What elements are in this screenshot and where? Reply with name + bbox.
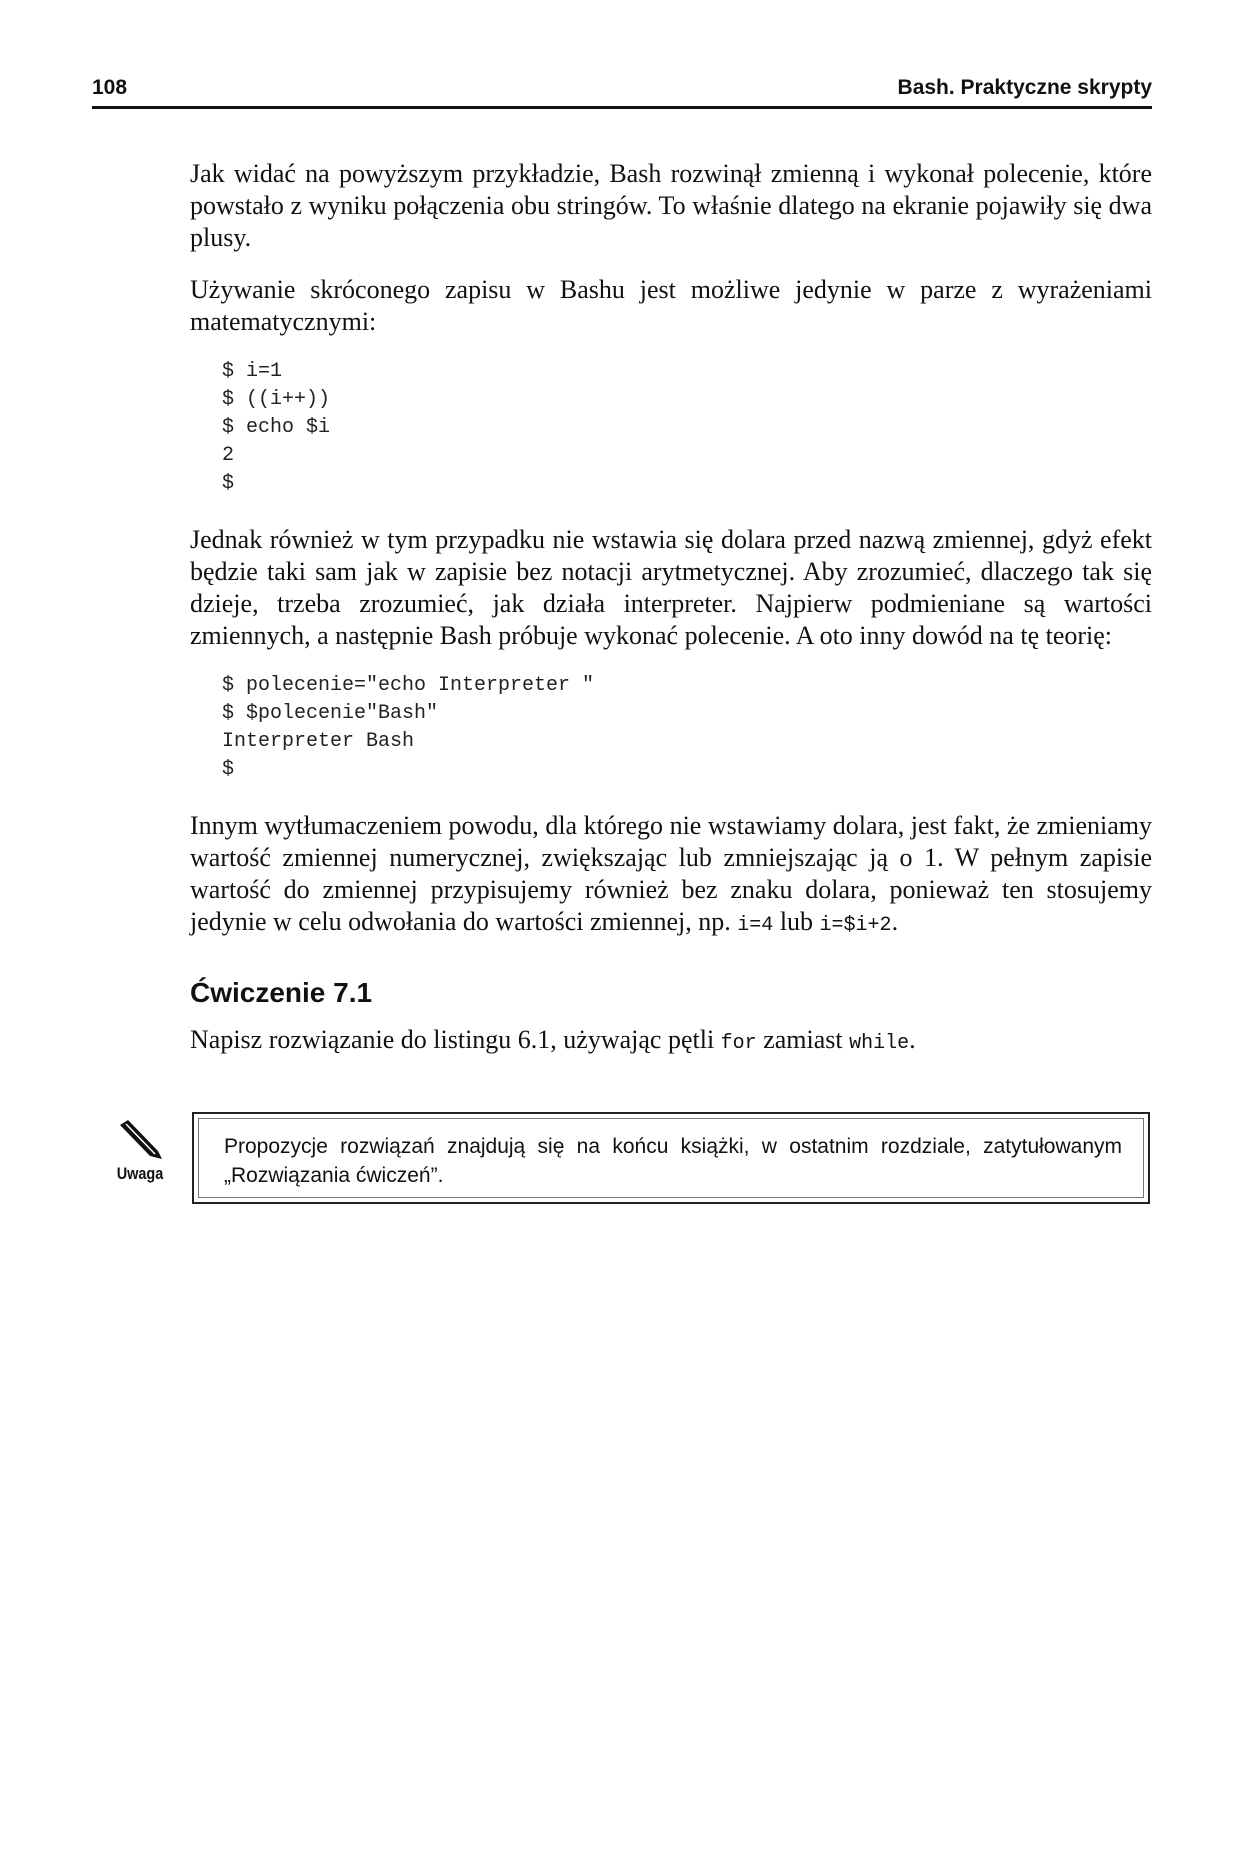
code-line: $ bbox=[222, 472, 235, 495]
code-line: Interpreter Bash bbox=[222, 730, 415, 753]
page-body bbox=[190, 158, 1152, 1080]
paragraph-1: Jak widać na powyższym przykładzie, Bash rozwinął zmienną i wykonał polecenie, które powstało z wyniku połączenia obu stringów. To właśnie dlatego na ekranie pojawiły się dwa plusy. bbox=[190, 159, 1152, 252]
exercise-text-end: . bbox=[909, 1025, 916, 1054]
pencil-icon bbox=[96, 1118, 184, 1160]
code-line: $ bbox=[222, 758, 235, 781]
page-number: 108 bbox=[92, 76, 128, 99]
code-line: $ polecenie="echo Interpreter " bbox=[222, 674, 595, 697]
paragraph-3: Jednak również w tym przypadku nie wstawia się dolara przed nazwą zmiennej, gdyż efekt będzie taki sam jak w zapisie bez notacji arytmetycznej. Aby zrozumieć, dlaczego tak się dzieje, trzeba zrozumieć, jak działa interpreter. Najpierw podmieniane są wartości zmiennych, a następnie Bash próbuje wykonać polecenie. A oto inny dowód na tę teorię: bbox=[190, 525, 1152, 650]
code-line: $ ((i++)) bbox=[222, 388, 331, 411]
note-text: Propozycje rozwiązań znajdują się na końcu książki, w ostatnim rozdziale, zatytułowanym „Rozwiązania ćwiczeń”. bbox=[224, 1135, 1122, 1187]
inline-code: for bbox=[720, 1032, 757, 1055]
inline-code: i=4 bbox=[737, 914, 774, 937]
exercise-text-before: Napisz rozwiązanie do listingu 6.1, używając pętli bbox=[190, 1025, 715, 1054]
running-title: Bash. Praktyczne skrypty bbox=[897, 76, 1152, 99]
inline-code: i=$i+2 bbox=[819, 914, 892, 937]
code-line: $ i=1 bbox=[222, 360, 283, 383]
code-block-1 bbox=[222, 358, 1152, 498]
note-marker bbox=[96, 1118, 184, 1184]
note-label: Uwaga bbox=[116, 1164, 164, 1183]
paragraph-4 bbox=[190, 810, 1152, 942]
exercise-text-mid: zamiast bbox=[763, 1025, 843, 1054]
code-line: $ $polecenie"Bash" bbox=[222, 702, 439, 725]
exercise-heading: Ćwiczenie 7.1 bbox=[190, 977, 373, 1008]
paragraph-4-connector: lub bbox=[779, 907, 814, 936]
note-box bbox=[192, 1112, 1150, 1204]
paragraph-4-end: . bbox=[891, 907, 899, 936]
code-line: 2 bbox=[222, 444, 235, 467]
page-header bbox=[92, 74, 1152, 109]
inline-code: while bbox=[849, 1032, 910, 1055]
exercise-text bbox=[190, 1024, 1152, 1060]
code-block-2 bbox=[222, 672, 1152, 784]
paragraph-4-text: Innym wytłumaczeniem powodu, dla którego nie wstawiamy dolara, jest fakt, że zmieniamy wartość zmiennej numerycznej, zwiększając lub zmniejszając ją o 1. W pełnym zapisie wartość do zmiennej przypisujemy również bez znaku dolara, ponieważ ten stosujemy jedynie w celu odwołania do wartości zmiennej, np. bbox=[190, 811, 1152, 936]
paragraph-2: Używanie skróconego zapisu w Bashu jest możliwe jedynie w parze z wyrażeniami matematycznymi: bbox=[190, 275, 1152, 336]
code-line: $ echo $i bbox=[222, 416, 331, 439]
